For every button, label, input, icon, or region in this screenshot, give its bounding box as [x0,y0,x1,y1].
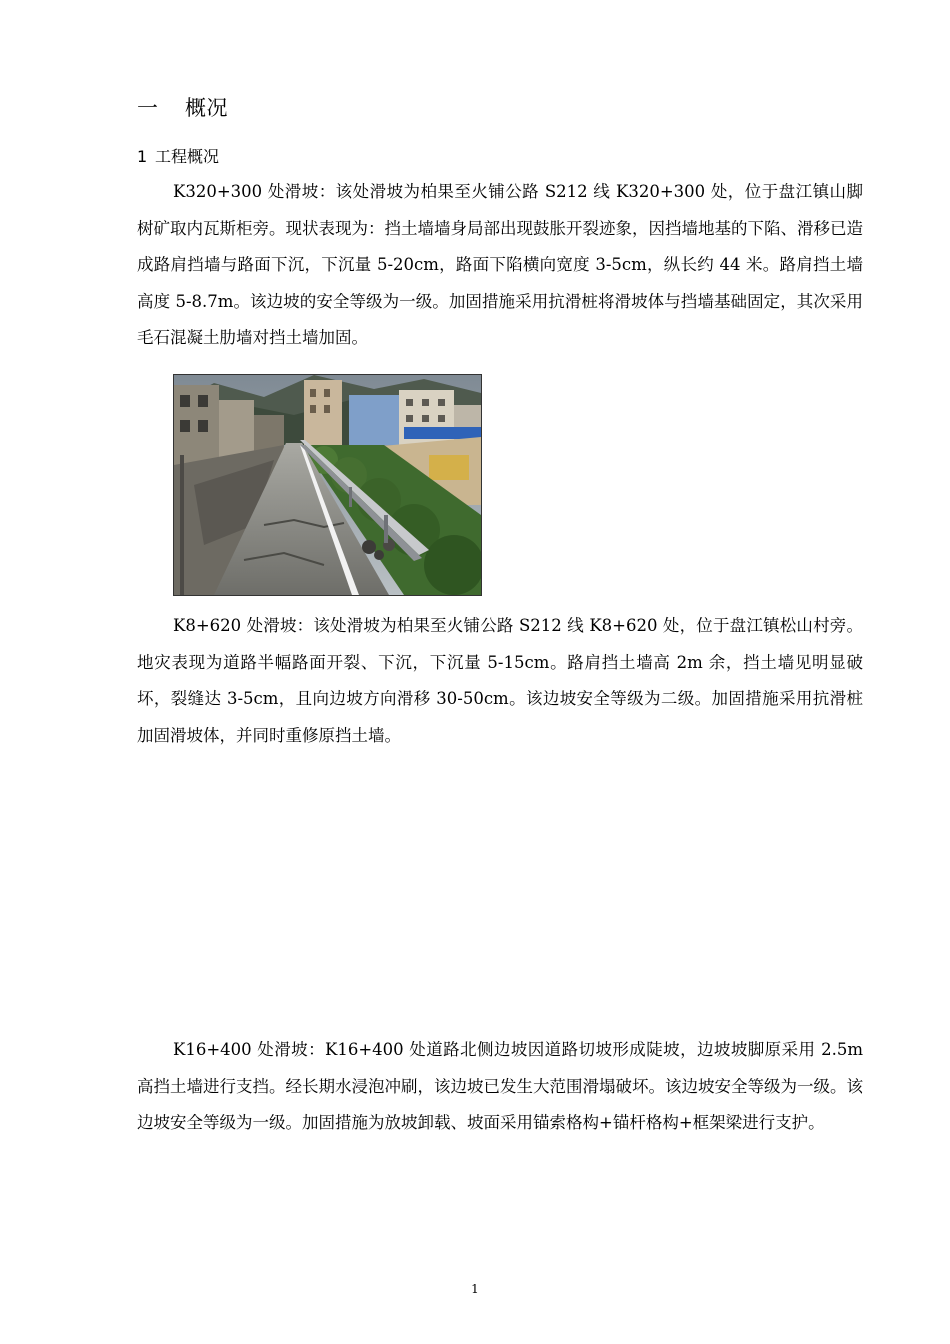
section-heading [137,92,228,122]
paragraph-k8: K8+620 处滑坡：该处滑坡为柏果至火铺公路 S212 线 K8+620 处，位于盘江镇松山村旁。地灾表现为道路半幅路面开裂、下沉，下沉量 5-15cm。路肩挡土墙高 2m 余，挡土墙见明显破坏，裂缝达 3-5cm，且向边坡方向滑移 30-50cm。该边坡安全等级为二级。加固措施采用抗滑桩加固滑坡体，并同时重修原挡土墙。 [137,616,863,745]
section-number: 一 [137,96,159,120]
section-title: 概况 [185,96,228,120]
page-number: 1 [471,1282,479,1296]
subsection-title: 工程概况 [155,147,220,166]
paragraph-k16: K16+400 处滑坡：K16+400 处道路北侧边坡因道路切坡形成陡坡，边坡坡脚原采用 2.5m 高挡土墙进行支挡。经长期水浸泡冲刷，该边坡已发生大范围滑塌破坏。该边坡安全等级为一级。该边坡安全等级为一级。加固措施为放坡卸载、坡面采用锚索格构+锚杆格构+框架梁进行支护。 [137,1040,863,1132]
landslide-road-photo [173,374,482,596]
subsection-number: 1 [137,147,148,166]
subsection-heading [137,144,219,167]
paragraph-k320: K320+300 处滑坡：该处滑坡为柏果至火铺公路 S212 线 K320+300 处，位于盘江镇山脚树矿取内瓦斯柜旁。现状表现为：挡土墙墙身局部出现鼓胀开裂迹象，因挡墙地基的下陷、滑移已造成路肩挡墙与路面下沉，下沉量 5-20cm，路面下陷横向宽度 3-5cm，纵长约 44 米。路肩挡土墙高度 5-8.7m。该边坡的安全等级为一级。加固措施采用抗滑桩将滑坡体与挡墙基础固定，其次采用毛石混凝土肋墙对挡土墙加固。 [137,182,863,347]
